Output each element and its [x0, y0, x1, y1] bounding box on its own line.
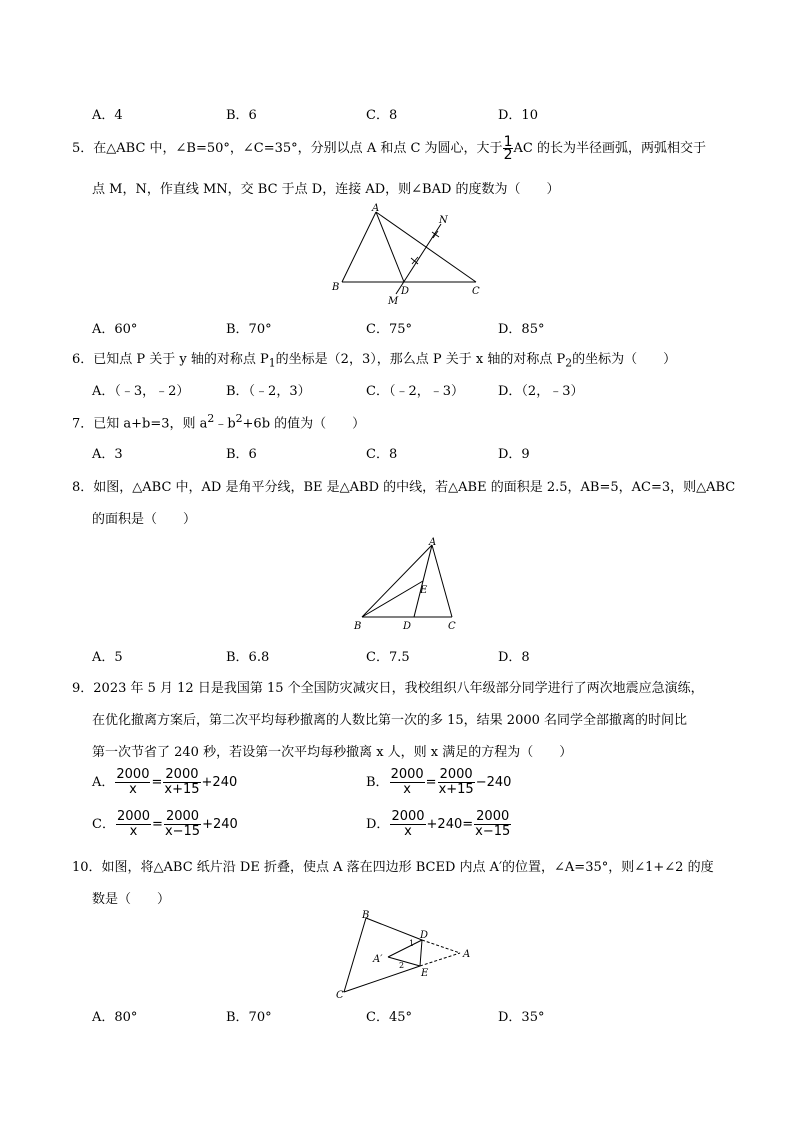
q9-option-d-frac2 — [474, 810, 511, 839]
q8-label-c: C — [448, 621, 456, 632]
q7-option-d: D．9 — [498, 447, 530, 462]
q9-option-a-letter: A． — [92, 775, 115, 790]
q8-segment-be — [362, 581, 423, 617]
q8-option-c: C．7.5 — [366, 650, 410, 665]
q10-fold-de — [420, 940, 422, 966]
q10-side-ce — [344, 966, 420, 992]
q5-option-c: C．75° — [366, 322, 412, 337]
q7-text-b: ﹣b — [214, 416, 236, 432]
q9-c-n1: 2000 — [116, 809, 151, 824]
q7-text-c: +6b 的值为（ ） — [242, 416, 366, 432]
q9-option-b-frac1 — [390, 768, 425, 797]
q9-option-c — [92, 810, 238, 839]
q5-line-mn — [396, 224, 441, 294]
q5-label-m: M — [388, 296, 399, 307]
q4-option-c: C．8 — [366, 108, 398, 123]
q9-a-tail: +240 — [201, 775, 238, 790]
q8-stem-line2: 的面积是（ ） — [92, 512, 197, 527]
q10-stem-line1: 10．如图，将△ABC 纸片沿 DE 折叠，使点 A 落在四边形 BCED 内点 A′的位置，∠A=35°，则∠1+∠2 的度 — [72, 860, 714, 875]
q8-option-a: A．5 — [92, 650, 123, 665]
q5-stem-text-b: AC 的长为半径画弧，两弧相交于 — [513, 141, 706, 156]
q5-segment-ad — [376, 212, 404, 282]
q7-text-a: 7．已知 a+b=3，则 a — [72, 416, 208, 432]
q6-option-c: C．（﹣2，﹣3） — [366, 384, 464, 399]
q5-stem-text-a: 5．在△ABC 中，∠B=50°，∠C=35°，分别以点 A 和点 C 为圆心，大于 — [72, 141, 503, 156]
q5-option-a: A．60° — [92, 322, 138, 337]
q9-c-n2: 2000 — [164, 810, 201, 825]
q5-option-b: B．70° — [226, 322, 272, 337]
q9-option-d-letter: D． — [366, 817, 390, 832]
q5-half-num: 1 — [503, 134, 513, 150]
q9-option-a-frac2 — [163, 768, 200, 797]
q10-dashed-ea — [420, 953, 460, 966]
q7-sup-2: 2 — [235, 412, 243, 425]
q10-option-b: B．70° — [226, 1010, 272, 1025]
q9-b-mid: = — [425, 775, 437, 790]
q7-stem — [72, 412, 365, 431]
q6-text-c: 的坐标为（ ） — [572, 352, 677, 367]
q9-stem-line3: 第一次节省了 240 秒，若设第一次平均每秒撤离 x 人，则 x 满足的方程为（ ） — [92, 745, 573, 760]
q5-stem-line2: 点 M，N，作直线 MN，交 BC 于点 D，连接 AD，则∠BAD 的度数为（ ） — [92, 182, 560, 197]
q5-triangle-figure — [326, 202, 492, 308]
q10-label-c: C — [336, 990, 344, 1000]
q5-label-n: N — [439, 215, 448, 226]
q8-stem-line1: 8．如图，△ABC 中，AD 是角平分线，BE 是△ABD 的中线，若△ABE 的面积是 2.5，AB=5，AC=3，则△ABC — [72, 480, 736, 495]
q6-option-d: D．（2，﹣3） — [498, 384, 584, 399]
q5-half-fraction — [503, 136, 514, 161]
q10-label-e: E — [421, 968, 429, 979]
q9-a-d1: x — [129, 782, 137, 797]
q8-option-d: D．8 — [498, 650, 530, 665]
q9-b-n1: 2000 — [390, 767, 424, 782]
q9-c-d2: x−15 — [164, 824, 201, 839]
q8-label-d: D — [403, 621, 412, 632]
q9-a-n1: 2000 — [116, 767, 150, 782]
q7-option-a: A．3 — [92, 447, 123, 462]
q9-a-mid: = — [151, 775, 163, 790]
q9-option-c-letter: C． — [92, 817, 115, 832]
q9-option-a-frac1 — [115, 768, 150, 797]
q5-label-d: D — [401, 286, 410, 297]
q10-stem-line2: 数是（ ） — [92, 892, 171, 907]
q9-option-b — [366, 768, 511, 797]
q9-stem-line2: 在优化撤离方案后，第二次平均每秒撤离的人数比第一次的多 15，结果 2000 名同学全部撤离的时间比 — [92, 713, 688, 728]
q10-label-d: D — [420, 930, 429, 941]
q9-stem-line1: 9．2023 年 5 月 12 日是我国第 15 个全国防灾减灾日，我校组织八年级部分同学进行了两次地震应急演练， — [72, 681, 704, 696]
q10-option-a: A．80° — [92, 1010, 138, 1025]
q9-c-d1: x — [129, 824, 138, 839]
q10-option-d: D．35° — [498, 1010, 545, 1025]
q4-option-b: B．6 — [226, 108, 257, 123]
q9-d-n2: 2000 — [474, 810, 511, 825]
q5-option-d: D．85° — [498, 322, 545, 337]
q6-stem — [72, 348, 676, 370]
q9-d-d1: x — [404, 824, 412, 839]
q9-d-n1: 2000 — [391, 809, 425, 824]
q5-label-a: A — [372, 203, 380, 214]
q9-option-b-frac2 — [438, 768, 475, 797]
q9-c-tail: +240 — [202, 817, 238, 832]
q7-option-c: C．8 — [366, 447, 398, 462]
q9-a-d2: x+15 — [164, 782, 200, 797]
q4-option-d: D．10 — [498, 108, 538, 123]
q10-fold-figure — [336, 910, 476, 1000]
q9-option-d — [366, 810, 512, 839]
q6-option-b: B．（﹣2，3） — [226, 384, 311, 399]
q10-label-angle2: 2 — [399, 961, 405, 970]
q5-stem-line1 — [72, 136, 706, 161]
q8-triangle-figure — [350, 535, 465, 635]
q10-side-bd — [366, 918, 422, 940]
q7-option-b: B．6 — [226, 447, 257, 462]
q9-c-mid: = — [152, 817, 163, 832]
q10-segment-da2 — [388, 940, 422, 957]
q9-option-b-letter: B． — [366, 775, 389, 790]
q9-d-d2: x−15 — [475, 824, 511, 839]
q8-label-b: B — [354, 621, 362, 632]
q9-b-d2: x+15 — [438, 782, 474, 797]
q10-label-a-prime: A′ — [373, 954, 383, 965]
q9-a-n2: 2000 — [163, 768, 200, 783]
q5-label-c: C — [472, 286, 480, 297]
q6-sub-1: 1 — [268, 356, 276, 370]
q8-side-ac — [432, 545, 452, 617]
q5-half-den: 2 — [503, 147, 513, 163]
q9-d-mid: +240= — [426, 817, 474, 832]
q5-label-b: B — [332, 282, 340, 293]
q10-side-bc — [344, 918, 366, 992]
q8-label-e: E — [420, 585, 428, 596]
q9-b-tail: −240 — [475, 775, 512, 790]
q9-option-c-frac2 — [164, 810, 201, 839]
q4-option-a: A．4 — [92, 108, 123, 123]
q10-label-a: A — [463, 949, 471, 960]
q10-dashed-da — [422, 940, 460, 953]
q10-option-c: C．45° — [366, 1010, 412, 1025]
q5-side-ab — [342, 212, 376, 282]
q10-label-angle1: 1 — [409, 939, 415, 948]
q8-label-a: A — [429, 537, 437, 548]
q8-option-b: B．6.8 — [226, 650, 270, 665]
q10-label-b: B — [362, 910, 370, 921]
q6-text-b: 的坐标是（2，3），那么点 P 关于 x 轴的对称点 P — [275, 352, 566, 367]
q9-option-a — [92, 768, 237, 797]
q6-option-a: A．（﹣3，﹣2） — [92, 384, 190, 399]
q6-text-a: 6．已知点 P 关于 y 轴的对称点 P — [72, 352, 269, 367]
q9-option-d-frac1 — [390, 810, 425, 839]
q9-b-d1: x — [403, 782, 411, 797]
q8-side-ab — [362, 545, 432, 617]
q9-b-n2: 2000 — [438, 768, 475, 783]
q6-sub-2: 2 — [565, 356, 573, 370]
q9-option-c-frac1 — [116, 810, 151, 839]
q7-sup-1: 2 — [207, 412, 215, 425]
